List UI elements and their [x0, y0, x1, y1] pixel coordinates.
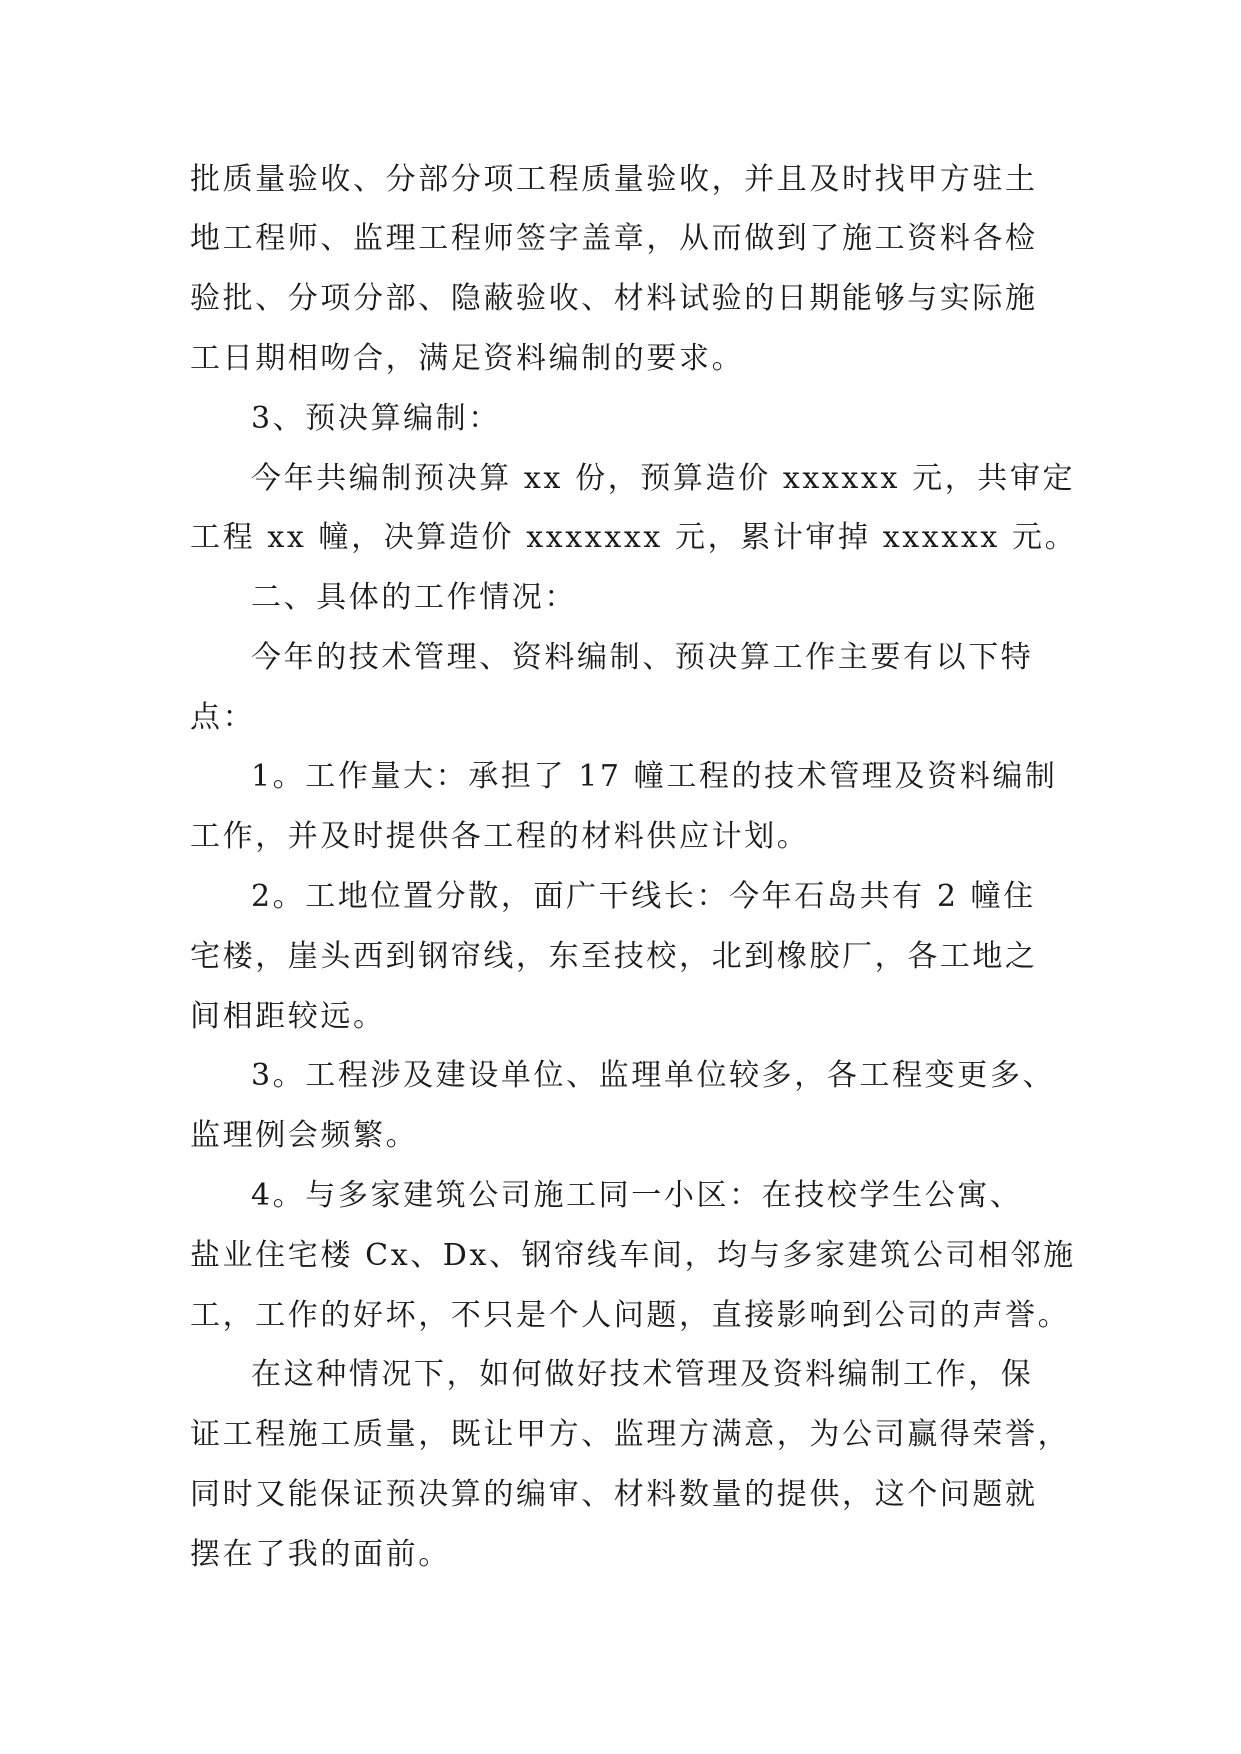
text-line: 工，工作的好坏，不只是个人问题，直接影响到公司的声誉。 — [190, 1298, 1071, 1333]
text-line: 工程 xx 幢，决算造价 xxxxxxx 元，累计审掉 xxxxxx 元。 — [190, 520, 1078, 555]
text-line: 工作，并及时提供各工程的材料供应计划。 — [190, 819, 810, 854]
text-line: 地工程师、监理工程师签字盖章，从而做到了施工资料各检 — [190, 221, 1038, 256]
text-line: 验批、分项分部、隐蔽验收、材料试验的日期能够与实际施 — [190, 281, 1038, 316]
text-line: 今年的技术管理、资料编制、预决算工作主要有以下特 — [251, 640, 1034, 675]
section-heading: 3、预决算编制： — [251, 401, 501, 436]
text-line: 2。工地位置分散，面广干线长：今年石岛共有 2 幢住 — [251, 879, 1036, 914]
text-line: 监理例会频繁。 — [190, 1118, 419, 1153]
text-line: 今年共编制预决算 xx 份，预算造价 xxxxxx 元，共审定 — [251, 461, 1076, 496]
text-line: 工日期相吻合，满足资料编制的要求。 — [190, 341, 745, 376]
text-line: 同时又能保证预决算的编审、材料数量的提供，这个问题就 — [190, 1477, 1038, 1512]
text-line: 4。与多家建筑公司施工同一小区：在技校学生公寓、 — [251, 1178, 1023, 1213]
text-line: 1。工作量大：承担了 17 幢工程的技术管理及资料编制 — [251, 759, 1058, 794]
text-line: 盐业住宅楼 Cx、Dx、钢帘线车间，均与多家建筑公司相邻施 — [190, 1238, 1076, 1273]
text-line: 在这种情况下，如何做好技术管理及资料编制工作，保 — [251, 1357, 1034, 1392]
text-line: 证工程施工质量，既让甲方、监理方满意，为公司赢得荣誉， — [190, 1417, 1071, 1452]
text-line: 宅楼，崖头西到钢帘线，东至技校，北到橡胶厂，各工地之 — [190, 939, 1038, 974]
section-heading: 二、具体的工作情况： — [251, 580, 577, 615]
text-line: 批质量验收、分部分项工程质量验收，并且及时找甲方驻土 — [190, 162, 1038, 197]
text-line: 摆在了我的面前。 — [190, 1537, 451, 1572]
text-line: 点： — [190, 700, 256, 735]
text-line: 3。工程涉及建设单位、监理单位较多，各工程变更多、 — [251, 1058, 1056, 1093]
text-line: 间相距较远。 — [190, 999, 386, 1034]
